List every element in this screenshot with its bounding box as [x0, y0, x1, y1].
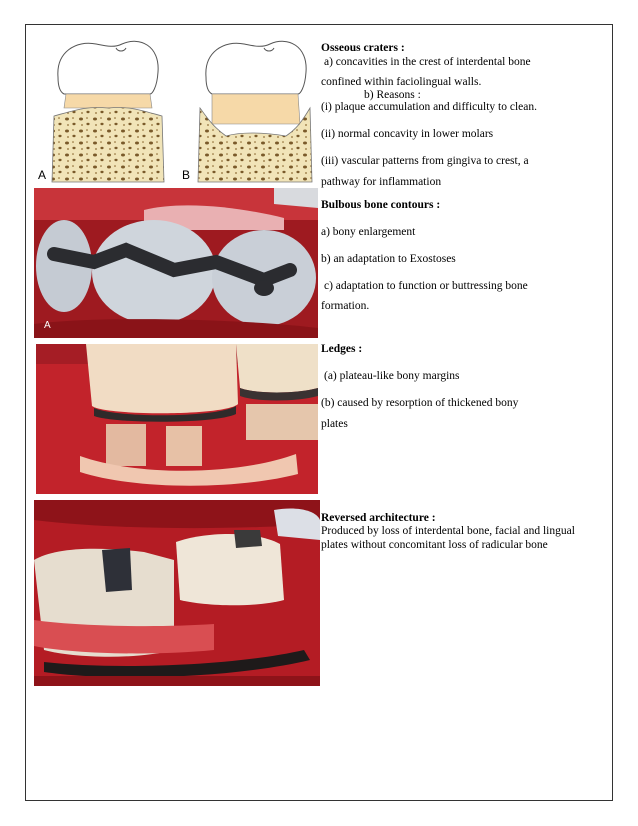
osseous-line-1: a) concavities in the crest of interdental bone	[324, 56, 531, 68]
ledge-photo-illustration	[36, 344, 318, 494]
reversed-architecture-photo	[34, 500, 320, 686]
osseous-reason-2: (ii) normal concavity in lower molars	[321, 128, 494, 140]
figure-label-a: A	[38, 168, 47, 182]
ledges-heading: Ledges :	[321, 343, 363, 355]
osseous-crater-diagram	[36, 32, 318, 184]
photo-label-a: A	[44, 320, 51, 331]
bulbous-item-c2: formation.	[321, 300, 370, 312]
reversed-photo-illustration	[34, 500, 320, 686]
bulbous-contour-photo	[34, 188, 318, 338]
osseous-reason-3a: (iii) vascular patterns from gingiva to crest, a	[321, 155, 529, 167]
tooth-bone-illustration	[36, 32, 318, 184]
osseous-reason-3b: pathway for inflammation	[321, 176, 442, 188]
reversed-architecture-heading: Reversed architecture :	[321, 512, 436, 524]
osseous-reasons-heading: b) Reasons :	[364, 89, 421, 101]
ledges-item-b2: plates	[321, 418, 348, 430]
bulbous-contours-heading: Bulbous bone contours :	[321, 199, 441, 211]
ledges-photo	[36, 344, 318, 494]
osseous-line-2: confined within faciolingual walls.	[321, 76, 482, 88]
ledges-item-a: (a) plateau-like bony margins	[324, 370, 460, 382]
osseous-reason-1: (i) plaque accumulation and difficulty to clean.	[321, 101, 537, 113]
osseous-craters-heading: Osseous craters :	[321, 42, 405, 54]
bulbous-item-c1: c) adaptation to function or buttressing bone	[324, 280, 528, 292]
figure-label-b: B	[182, 168, 191, 182]
bulbous-item-a: a) bony enlargement	[321, 226, 416, 238]
molars-photo-illustration	[34, 188, 318, 338]
bulbous-item-b: b) an adaptation to Exostoses	[321, 253, 456, 265]
reversed-architecture-text: Produced by loss of interdental bone, facial and lingual plates without concomitant loss of radicular bone	[321, 525, 575, 551]
ledges-item-b1: (b) caused by resorption of thickened bony	[321, 397, 519, 409]
